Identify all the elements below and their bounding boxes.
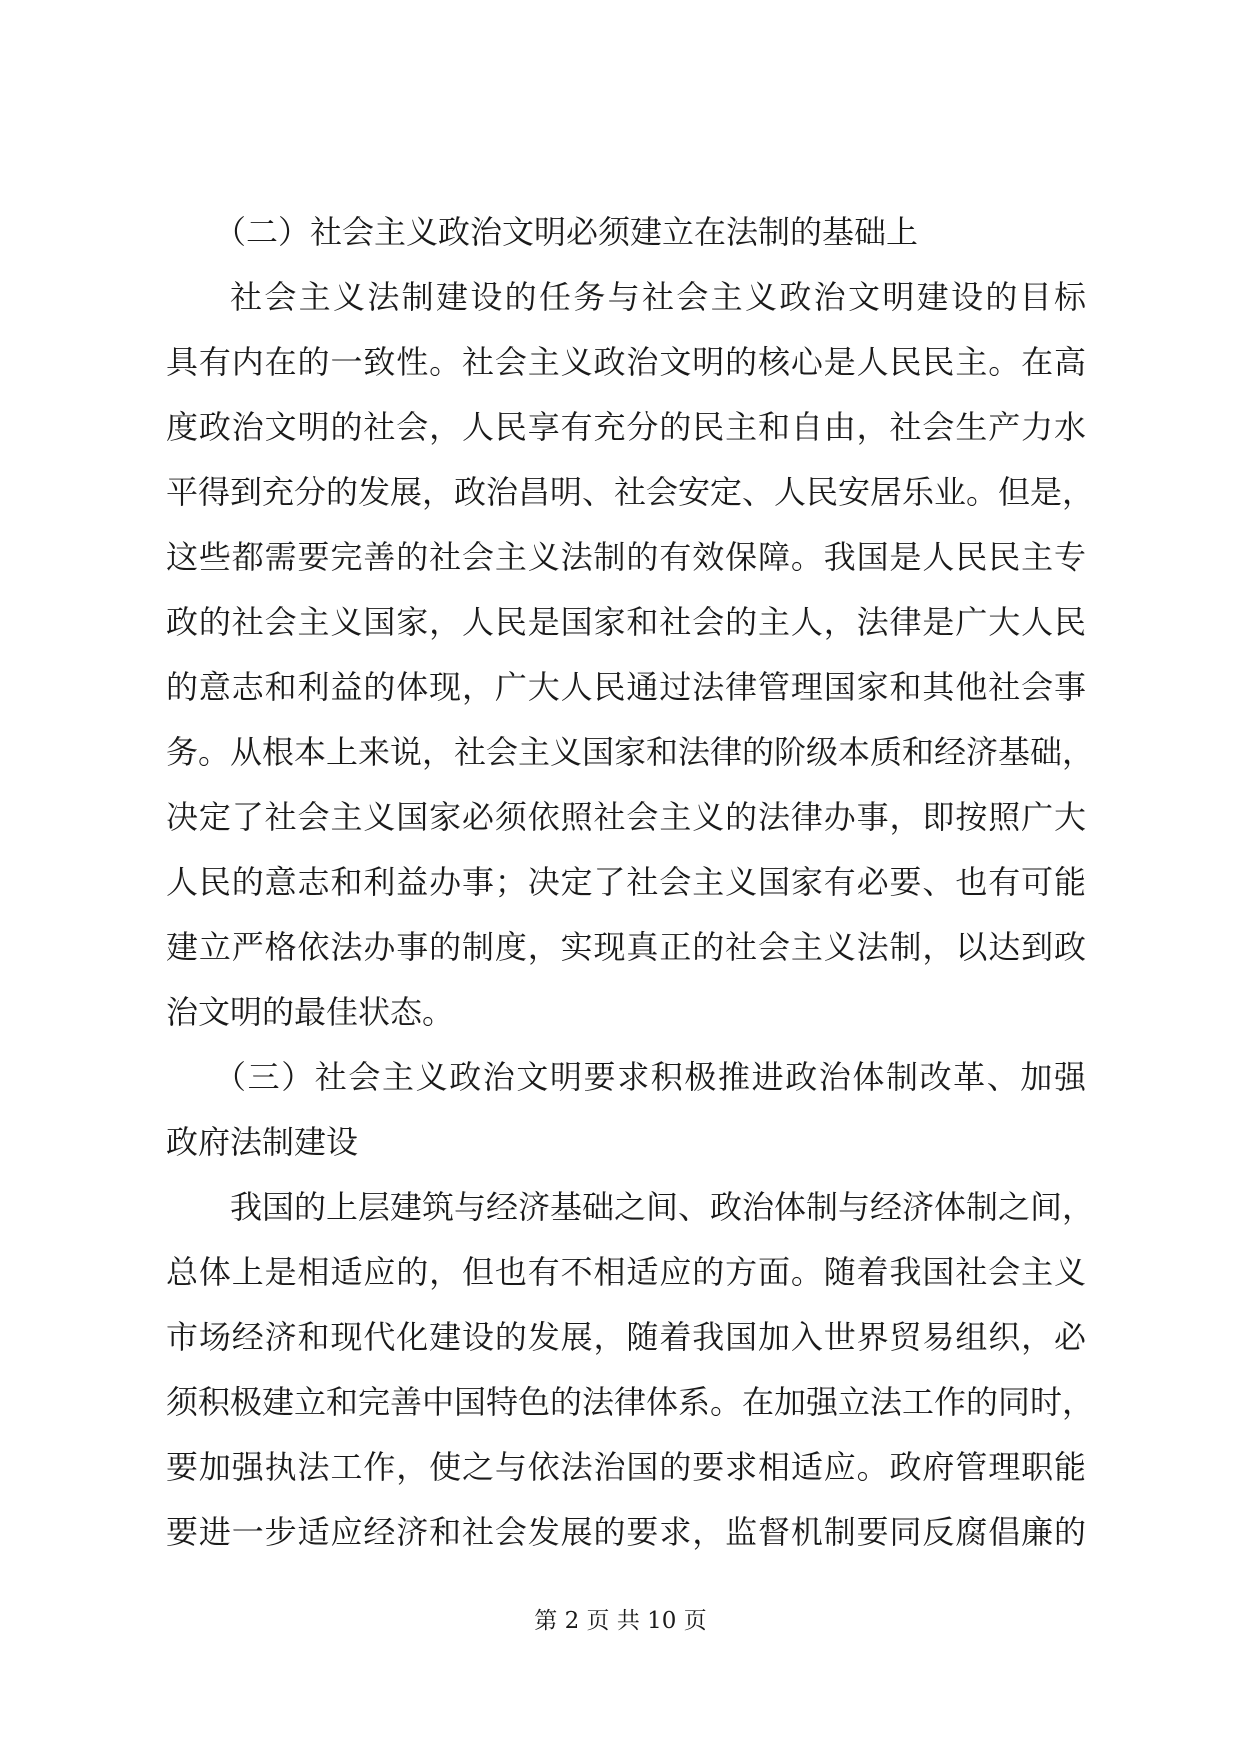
paragraph-line: 的意志和利益的体现，广大人民通过法律管理国家和其他社会事 <box>166 668 1086 706</box>
paragraph-line: 具有内在的一致性。社会主义政治文明的核心是人民民主。在高 <box>166 343 1086 381</box>
paragraph-line: 治文明的最佳状态。 <box>166 993 455 1031</box>
paragraph-line: 务。从根本上来说，社会主义国家和法律的阶级本质和经济基础， <box>166 733 1095 771</box>
paragraph-line: 总体上是相适应的，但也有不相适应的方面。随着我国社会主义 <box>166 1253 1086 1291</box>
paragraph-line: 度政治文明的社会，人民享有充分的民主和自由，社会生产力水 <box>166 408 1086 446</box>
paragraph-line: 市场经济和现代化建设的发展，随着我国加入世界贸易组织，必 <box>166 1318 1086 1356</box>
paragraph-line: 人民的意志和利益办事；决定了社会主义国家有必要、也有可能 <box>166 863 1086 901</box>
paragraph-2 <box>166 1175 1095 1565</box>
section-heading-2: （二）社会主义政治文明必须建立在法制的基础上 <box>214 213 919 251</box>
paragraph-line: 要加强执法工作，使之与依法治国的要求相适应。政府管理职能 <box>166 1448 1086 1486</box>
paragraph-line: 要进一步适应经济和社会发展的要求，监督机制要同反腐倡廉的 <box>166 1513 1086 1551</box>
paragraph-line: 我国的上层建筑与经济基础之间、政治体制与经济体制之间， <box>230 1188 1095 1226</box>
paragraph-line: 政的社会主义国家，人民是国家和社会的主人，法律是广大人民 <box>166 603 1086 641</box>
paragraph-line: 社会主义法制建设的任务与社会主义政治文明建设的目标 <box>230 278 1086 316</box>
section-heading-3 <box>166 1045 1086 1175</box>
heading-line: 政府法制建设 <box>166 1123 359 1161</box>
paragraph-line: 平得到充分的发展，政治昌明、社会安定、人民安居乐业。但是， <box>166 473 1095 511</box>
paragraph-1 <box>166 265 1095 1045</box>
paragraph-line: 决定了社会主义国家必须依照社会主义的法律办事，即按照广大 <box>166 798 1086 836</box>
heading-line: （三）社会主义政治文明要求积极推进政治体制改革、加强 <box>214 1058 1086 1096</box>
paragraph-line: 这些都需要完善的社会主义法制的有效保障。我国是人民民主专 <box>166 538 1086 576</box>
paragraph-line: 建立严格依法办事的制度，实现真正的社会主义法制，以达到政 <box>166 928 1086 966</box>
paragraph-line: 须积极建立和完善中国特色的法律体系。在加强立法工作的同时， <box>166 1383 1095 1421</box>
page-number-footer: 第 2 页 共 10 页 <box>534 1608 707 1634</box>
document-body <box>166 200 1095 1565</box>
